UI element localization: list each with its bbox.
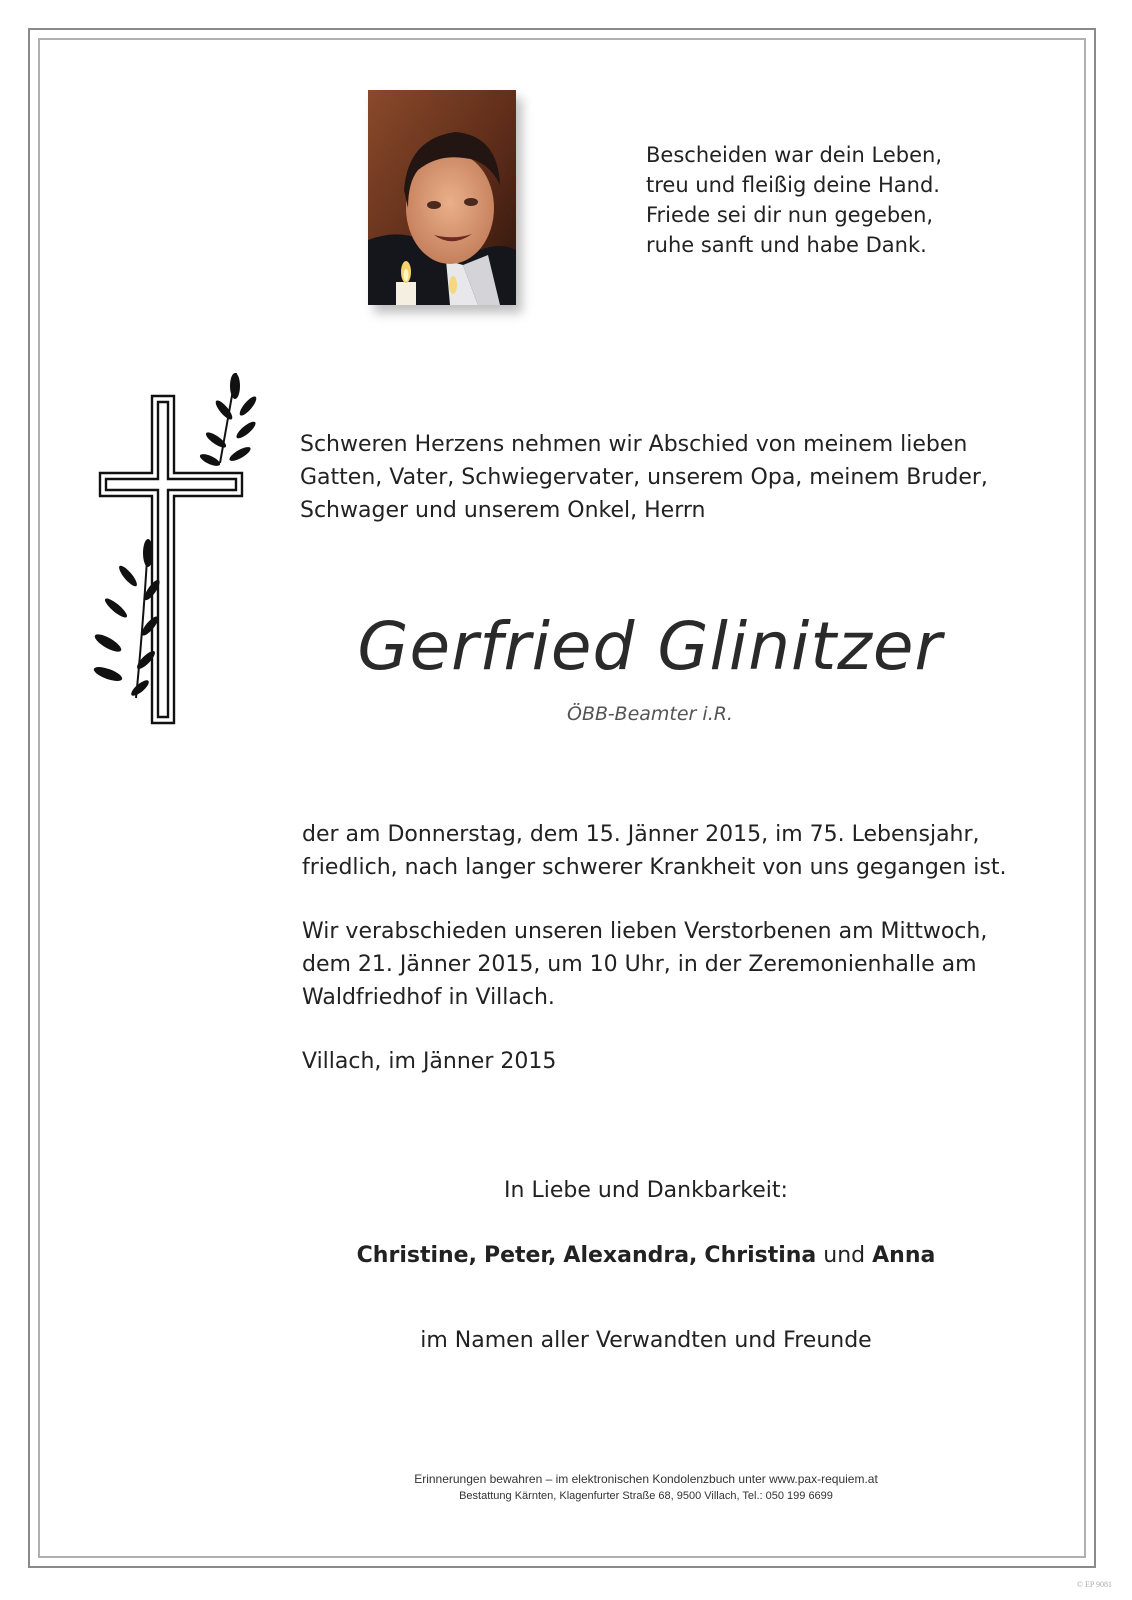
- family-member: Peter,: [483, 1243, 557, 1268]
- paragraph-line: Waldfriedhof in Villach.: [302, 985, 555, 1010]
- intro-line: Gatten, Vater, Schwiegervater, unserem Opa, meinem Bruder,: [300, 465, 988, 490]
- form-code: © EP 9081: [1076, 1580, 1112, 1589]
- family-names: [240, 1243, 1052, 1268]
- funeral-paragraph: [302, 915, 1032, 1014]
- intro-line: Schweren Herzens nehmen wir Abschied von meinem lieben: [300, 432, 968, 457]
- verse-line: treu und fleißig deine Hand.: [646, 173, 940, 197]
- family-member: Anna: [872, 1243, 936, 1268]
- verse-line: Bescheiden war dein Leben,: [646, 143, 943, 167]
- footer-condolence: Erinnerungen bewahren – im elektronischen Kondolenzbuch unter www.pax-requiem.at: [414, 1472, 878, 1486]
- deceased-name: Gerfried Glinitzer: [357, 608, 943, 685]
- conjunction: und: [823, 1243, 866, 1268]
- family-member: Alexandra,: [563, 1243, 698, 1268]
- intro-text: [300, 428, 1020, 527]
- portrait-photo: [368, 90, 516, 305]
- paragraph-line: Wir verabschieden unseren lieben Verstorbenen am Mittwoch,: [302, 919, 988, 944]
- deceased-title: ÖBB-Beamter i.R.: [567, 703, 733, 725]
- paragraph-line: dem 21. Jänner 2015, um 10 Uhr, in der Zeremonienhalle am: [302, 952, 977, 977]
- thanks-line: In Liebe und Dankbarkeit:: [504, 1178, 788, 1203]
- footer-address: Bestattung Kärnten, Klagenfurter Straße 68, 9500 Villach, Tel.: 050 199 6699: [459, 1490, 833, 1502]
- intro-line: Schwager und unserem Onkel, Herrn: [300, 498, 706, 523]
- relatives-line: im Namen aller Verwandten und Freunde: [420, 1328, 872, 1353]
- paragraph-line: friedlich, nach langer schwerer Krankheit von uns gegangen ist.: [302, 855, 1007, 880]
- verse: [646, 140, 986, 260]
- family-member: Christine,: [356, 1243, 477, 1268]
- place-date: Villach, im Jänner 2015: [302, 1049, 557, 1074]
- verse-line: ruhe sanft und habe Dank.: [646, 233, 927, 257]
- family-member: Christina: [704, 1243, 817, 1268]
- death-paragraph: [302, 818, 1032, 884]
- paragraph-line: der am Donnerstag, dem 15. Jänner 2015, im 75. Lebensjahr,: [302, 822, 980, 847]
- verse-line: Friede sei dir nun gegeben,: [646, 203, 934, 227]
- cross-with-branches-icon: [88, 368, 260, 730]
